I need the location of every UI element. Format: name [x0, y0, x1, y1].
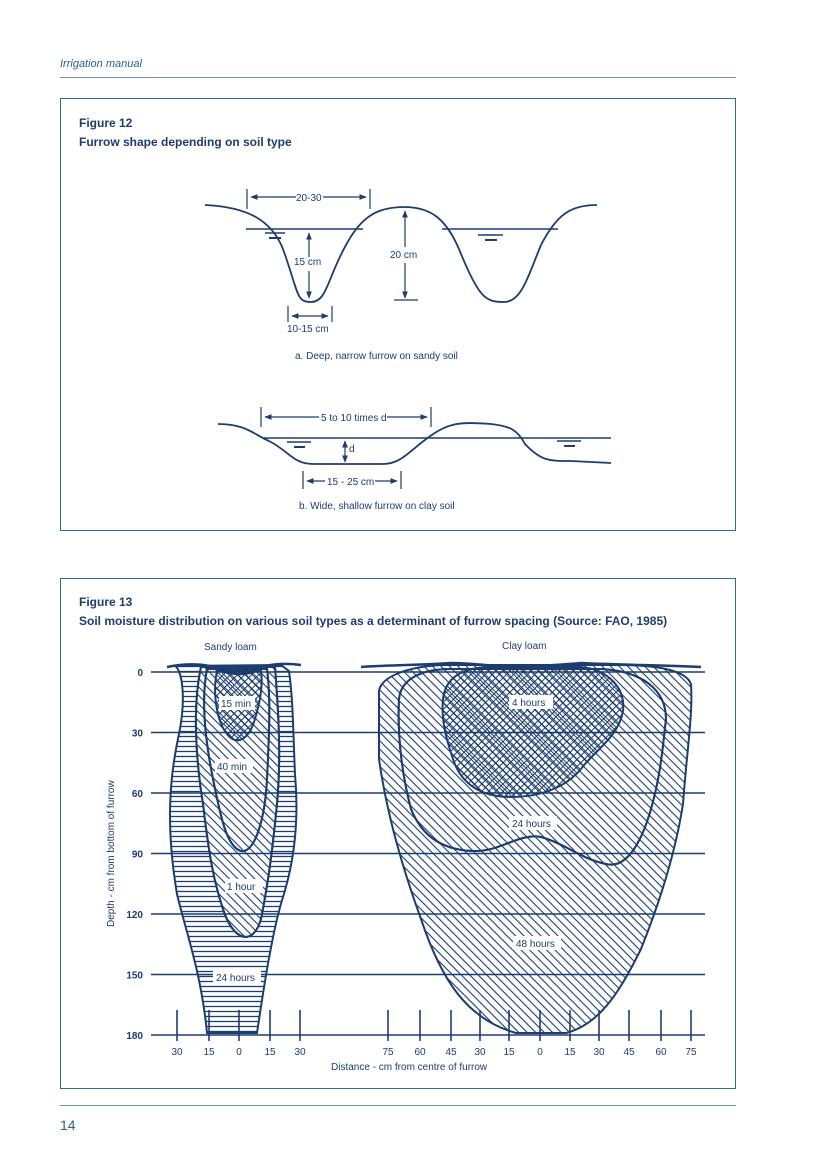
soil-moisture-diagram: [61, 579, 735, 1088]
figure-12-number: Figure 12: [79, 116, 133, 130]
sandy-label-40min: 40 min: [217, 762, 248, 773]
clay-x-tick-label: 30: [474, 1047, 486, 1058]
sandy-label-24hours: 24 hours: [216, 973, 255, 984]
wide-bottom-width-label: 15 - 25 cm: [327, 477, 375, 488]
furrow-shape-diagram: [61, 99, 735, 530]
figure-12-box: [60, 98, 736, 531]
sandy-x-tick-label: 30: [294, 1047, 306, 1058]
y-tick-label: 120: [126, 910, 143, 921]
y-tick-label: 180: [126, 1031, 143, 1042]
y-tick-label: 60: [131, 789, 143, 800]
wide-furrow-profile: [218, 423, 611, 464]
deep-ridge-height-label: 20 cm: [390, 250, 418, 261]
y-tick-label: 30: [131, 728, 143, 740]
clay-x-tick-label: 45: [623, 1047, 635, 1058]
header-rule: [60, 77, 736, 78]
deep-bottom-width-label: 10-15 cm: [287, 324, 329, 335]
y-tick-label: 0: [137, 668, 143, 679]
clay-x-tick-label: 15: [564, 1047, 576, 1058]
y-tick-label: 150: [126, 970, 143, 982]
page-number: 14: [60, 1117, 76, 1133]
clay-x-tick-label: 75: [382, 1047, 394, 1058]
panel-title-sandy: Sandy loam: [204, 642, 257, 653]
deep-top-width-label: 20-30: [296, 193, 322, 204]
deep-caption: a. Deep, narrow furrow on sandy soil: [295, 351, 458, 362]
clay-label-4hours: 4 hours: [512, 698, 546, 709]
wide-top-width-label: 5 to 10 times d: [321, 413, 387, 424]
footer-rule: [60, 1105, 736, 1106]
figure-12-title: Furrow shape depending on soil type: [79, 135, 292, 149]
sandy-x-tick-label: 30: [171, 1047, 183, 1058]
clay-x-tick-label: 0: [537, 1047, 543, 1058]
figure-13-box: [60, 578, 736, 1089]
figure-13-title: Soil moisture distribution on various soil types as a determinant of furrow spacing (Source: FAO, 1985): [79, 614, 668, 628]
clay-x-tick-label: 60: [655, 1047, 667, 1058]
clay-x-tick-label: 45: [445, 1047, 457, 1058]
panel-title-clay: Clay loam: [502, 641, 547, 652]
sandy-x-tick-label: 0: [236, 1047, 242, 1058]
clay-label-24hours: 24 hours: [512, 819, 551, 830]
clay-x-tick-label: 75: [685, 1047, 697, 1058]
clay-x-tick-label: 15: [503, 1047, 515, 1058]
clay-x-tick-label: 60: [414, 1047, 426, 1058]
deep-water-depth-label: 15 cm: [294, 257, 322, 268]
sandy-x-tick-label: 15: [264, 1047, 276, 1058]
figure-13-number: Figure 13: [79, 595, 133, 609]
running-header: Irrigation manual: [60, 58, 142, 70]
y-tick-label: 90: [131, 849, 143, 861]
x-axis-label: Distance - cm from centre of furrow: [331, 1062, 488, 1073]
sandy-label-15min: 15 min: [221, 699, 252, 710]
clay-x-tick-label: 30: [593, 1047, 605, 1058]
wide-caption: b. Wide, shallow furrow on clay soil: [299, 501, 455, 512]
clay-label-48hours: 48 hours: [516, 939, 555, 950]
sandy-x-tick-label: 15: [203, 1047, 215, 1058]
wide-depth-label: d: [349, 444, 355, 455]
sandy-label-1hour: 1 hour: [227, 882, 256, 893]
y-axis-label: Depth - cm from bottom of furrow: [106, 780, 117, 927]
